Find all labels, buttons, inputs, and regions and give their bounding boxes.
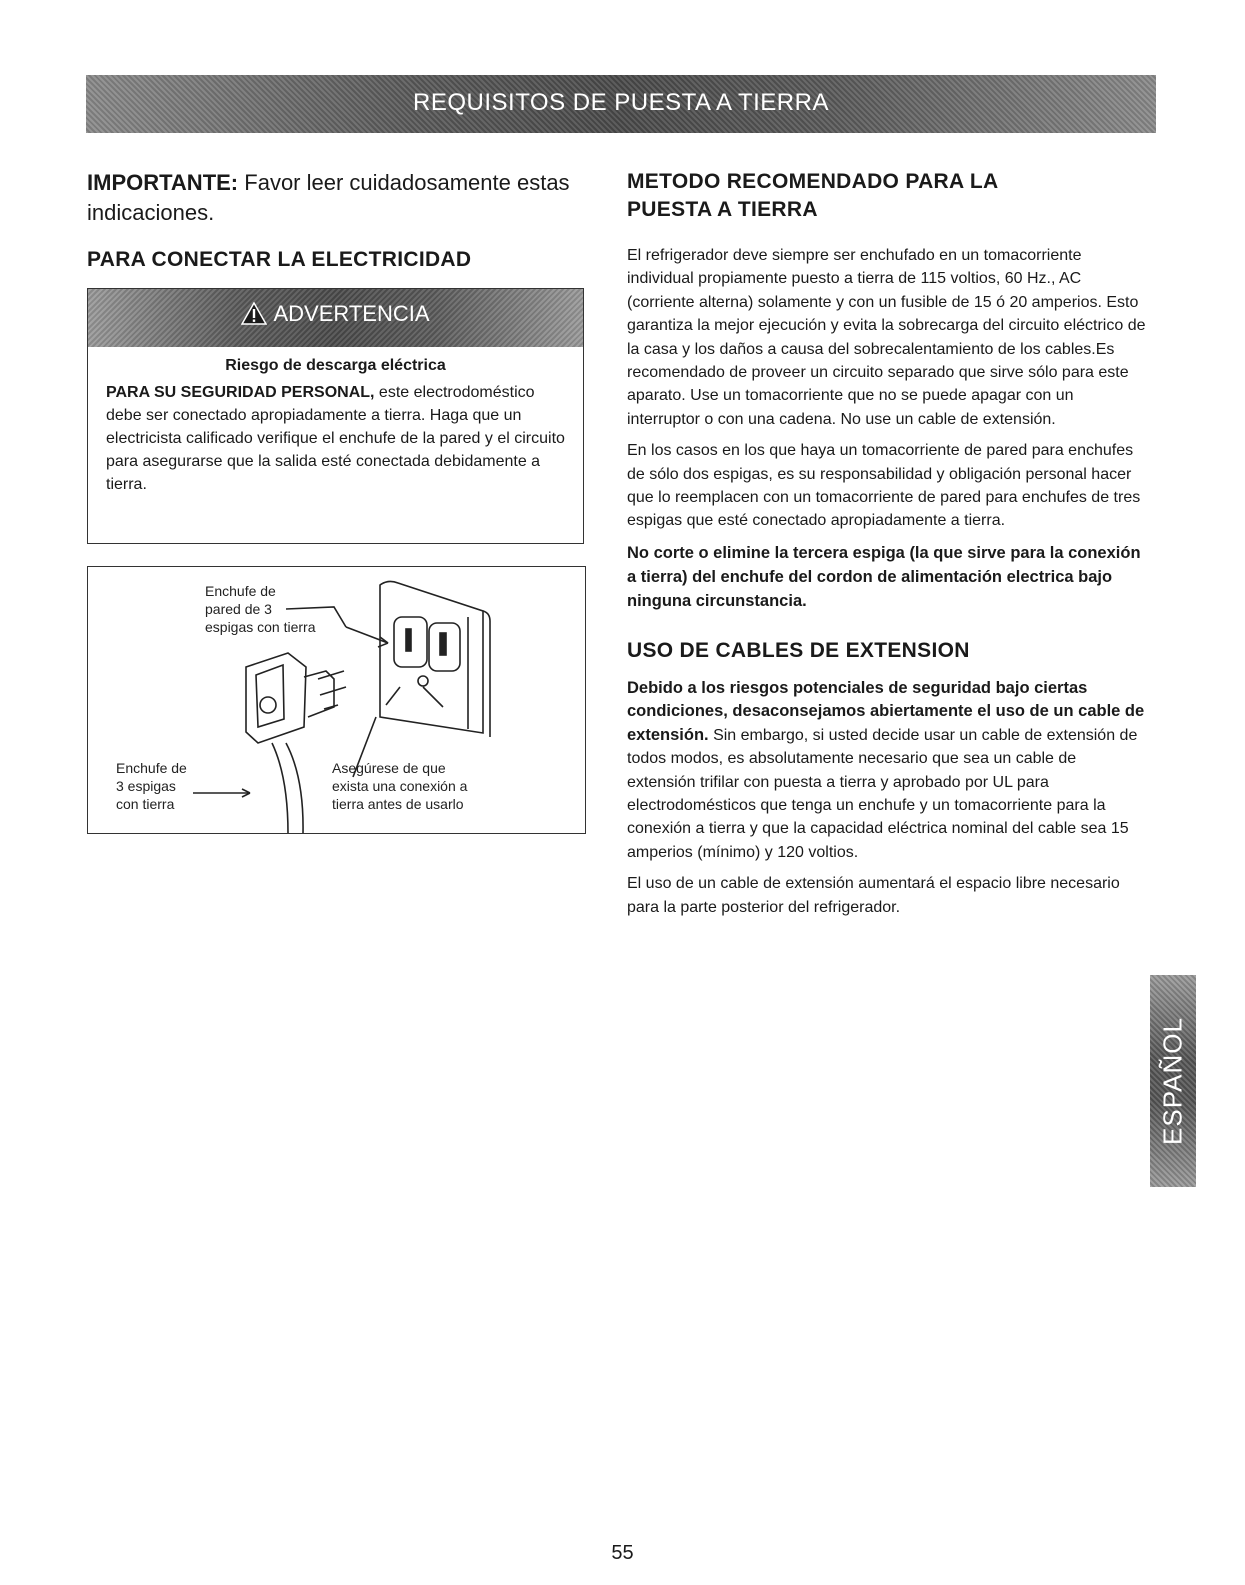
heading-conectar: PARA CONECTAR LA ELECTRICIDAD [87, 248, 472, 271]
warning-body [106, 381, 565, 496]
warning-bold-lead: PARA SU SEGURIDAD PERSONAL, [106, 384, 375, 401]
banner-title: REQUISITOS DE PUESTA A TIERRA [413, 89, 829, 116]
label-plug: Enchufe de 3 espigas con tierra [116, 760, 187, 812]
importante-note [87, 168, 587, 228]
paragraph-metodo-1: El refrigerador deve siempre ser enchufado en un tomacorriente individual propiamente puesto a tierra de 115 voltios, 60 Hz., AC (corriente alterna) solamente y con un fusible de 15 ó 20 amperios. Esto garantiza la mejor ejecución y evita la sobrecarga del circuito eléctrico de la casa y los daños a causa del sobrecalentamiento de los cables.Es recomendado de proveer un circuito separado que sirve sólo para este aparato. Use un tomacorriente que no se puede apagar con un interruptor o con una cadena. No use un cable de extensión. [627, 247, 1146, 428]
importante-label: IMPORTANTE: [87, 170, 239, 195]
plug-outlet-illustration [88, 567, 585, 833]
label-wall-outlet: Enchufe de pared de 3 espigas con tierra [205, 583, 316, 635]
label-ground-note: Asegúrese de que exista una conexión a tierra antes de usarlo [332, 760, 468, 812]
paragraph-extension-2: El uso de un cable de extensión aumentará el espacio libre necesario para la parte posterior del refrigerador. [627, 875, 1120, 916]
importante-text: Favor leer cuidadosamente estas indicaciones. [87, 170, 570, 225]
warning-body-text: este electrodoméstico debe ser conectado apropiadamente a tierra. Haga que un electricista calificado verifique el enchufe de la pared y el circuito para asegurarse que la salida esté conectada debidamente a tierra. [106, 384, 565, 493]
paragraph-extension-1 [627, 677, 1147, 864]
extension-warning-bold: Debido a los riesgos potenciales de seguridad bajo ciertas condiciones, desaconsejamos abiertamente el uso de un cable de extensión. [627, 678, 1145, 744]
section-banner [86, 75, 1156, 133]
extension-warning-text: Sin embargo, si usted decide usar un cable de extensión de todos modos, es absolutamente necesario que sea un cable de extensión trifilar con puesta a tierra y aprobado por UL para electrodomésticos que tenga un enchufe y un tomacorriente para la conexión a tierra y que la capacidad eléctrica nominal del cable sea 15 amperios (mínimo) y 120 voltios. [627, 726, 1138, 861]
right-column [627, 168, 1147, 927]
language-tab-label: ESPAÑOL [1157, 1017, 1188, 1145]
grounding-figure [87, 566, 586, 834]
language-tab [1150, 975, 1196, 1187]
left-column [87, 168, 587, 274]
paragraph-metodo-2: En los casos en los que haya un tomacorriente de pared para enchufes de sólo dos espigas, es su responsabilidad y obligación personal hacer que lo reemplacen con un tomacorriente de pared para enchufes de tres espigas que esté conectado apropiadamente a tierra. [627, 442, 1141, 530]
warning-header-label: ADVERTENCIA [273, 301, 430, 326]
heading-extension: USO DE CABLES DE EXTENSION [627, 638, 970, 662]
warning-triangle-icon [241, 302, 267, 325]
warning-header [88, 289, 583, 347]
warning-subtitle: Riesgo de descarga eléctrica [225, 357, 446, 374]
heading-metodo: METODO RECOMENDADO PARA LA PUESTA A TIERRA [627, 170, 998, 221]
warning-box [87, 288, 584, 544]
page-number: 55 [611, 1542, 634, 1564]
paragraph-no-corte: No corte o elimine la tercera espiga (la que sirve para la conexión a tierra) del enchufe del cordon de alimentación electrica bajo ninguna circunstancia. [627, 543, 1141, 610]
